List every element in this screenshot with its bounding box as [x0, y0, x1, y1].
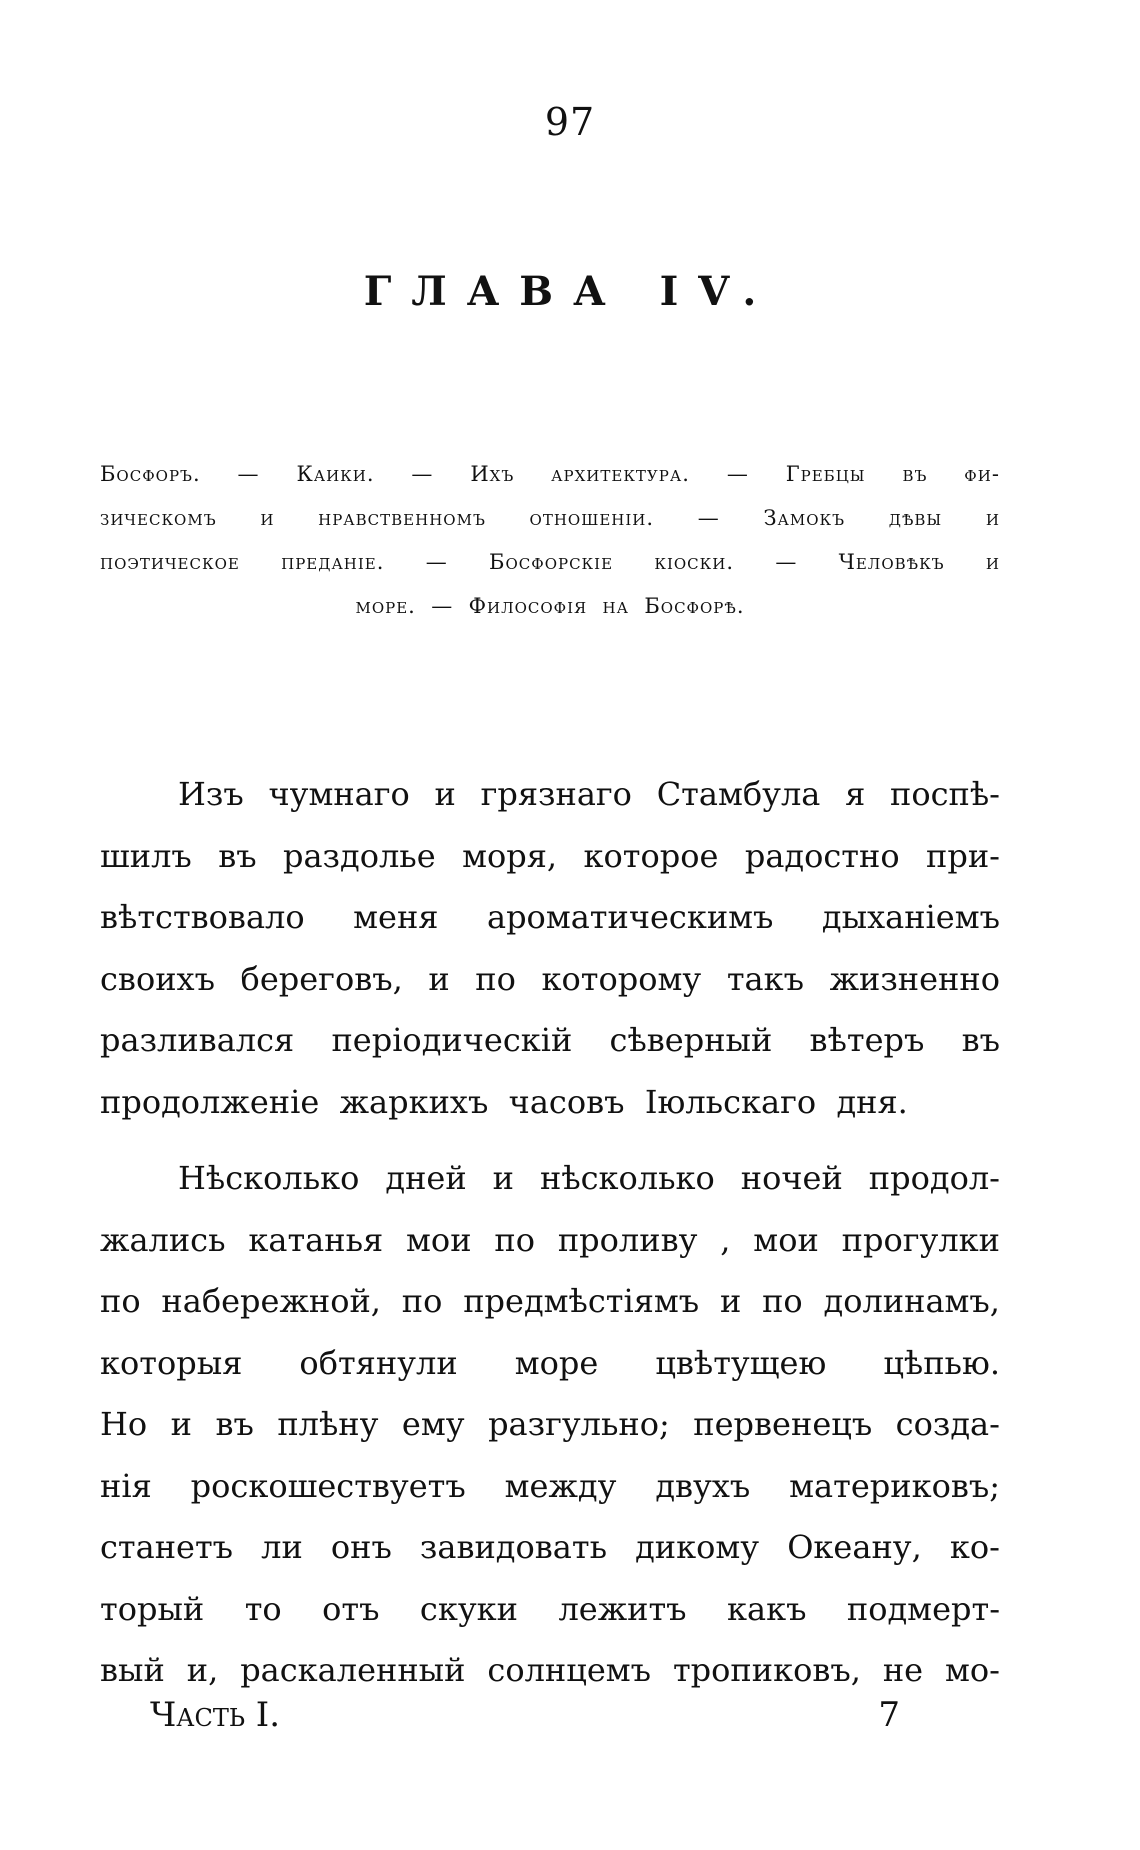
summary-line: зическомъ и нравственномъ отношеніи. — Замокъ дѣвы и [100, 506, 1000, 530]
text-line: Изъ чумнаго и грязнаго Стамбула я поспѣ- [178, 775, 1000, 813]
text-line: вѣтствовало меня ароматическимъ дыханіемъ [100, 898, 1000, 936]
text-line: Нѣсколько дней и нѣсколько ночей продол- [178, 1159, 1000, 1197]
text-line: по набережной, по предмѣстіямъ и по долинамъ, [100, 1282, 1000, 1320]
paragraph-1 [100, 764, 1000, 1133]
sheet-number: 7 [878, 1695, 900, 1735]
text-line: продолженіе жаркихъ часовъ Іюльскаго дня. [100, 1082, 908, 1121]
text-line: торый то отъ скуки лежитъ какъ подмерт- [100, 1589, 1000, 1628]
text-line: своихъ береговъ, и по которому такъ жизненно [100, 959, 1000, 998]
page-number: 97 [544, 100, 596, 144]
summary-line: море. — Философія на Босфорѣ. [355, 594, 745, 618]
text-line: жались катанья мои по проливу , мои прогулки [100, 1220, 1000, 1259]
paragraph-2 [100, 1148, 1000, 1702]
text-line: Но и въ плѣну ему разгульно; первенецъ созда- [100, 1405, 1000, 1443]
text-line: разливался періодическій сѣверный вѣтеръ въ [100, 1021, 1000, 1059]
volume-signature: Часть I. [150, 1695, 281, 1735]
text-line: которыя обтянули море цвѣтущею цѣпью. [100, 1343, 1000, 1382]
text-line: вый и, раскаленный солнцемъ тропиковъ, не мо- [100, 1651, 1000, 1689]
text-line: станетъ ли онъ завидовать дикому Океану, ко- [100, 1528, 1000, 1566]
text-line: нія роскошествуетъ между двухъ материковъ; [100, 1466, 1000, 1505]
summary-line: Босфоръ. — Каики. — Ихъ архитектура. — Гребцы въ фи- [100, 462, 1000, 486]
text-line: шилъ въ раздолье моря, которое радостно при- [100, 836, 1000, 875]
summary-line: поэтическое преданіе. — Босфорскіе кіоски. — Человѣкъ и [100, 550, 1000, 574]
chapter-title: ГЛАВА IV. [363, 268, 777, 315]
page-footer [150, 1695, 900, 1735]
chapter-summary [100, 452, 1000, 628]
